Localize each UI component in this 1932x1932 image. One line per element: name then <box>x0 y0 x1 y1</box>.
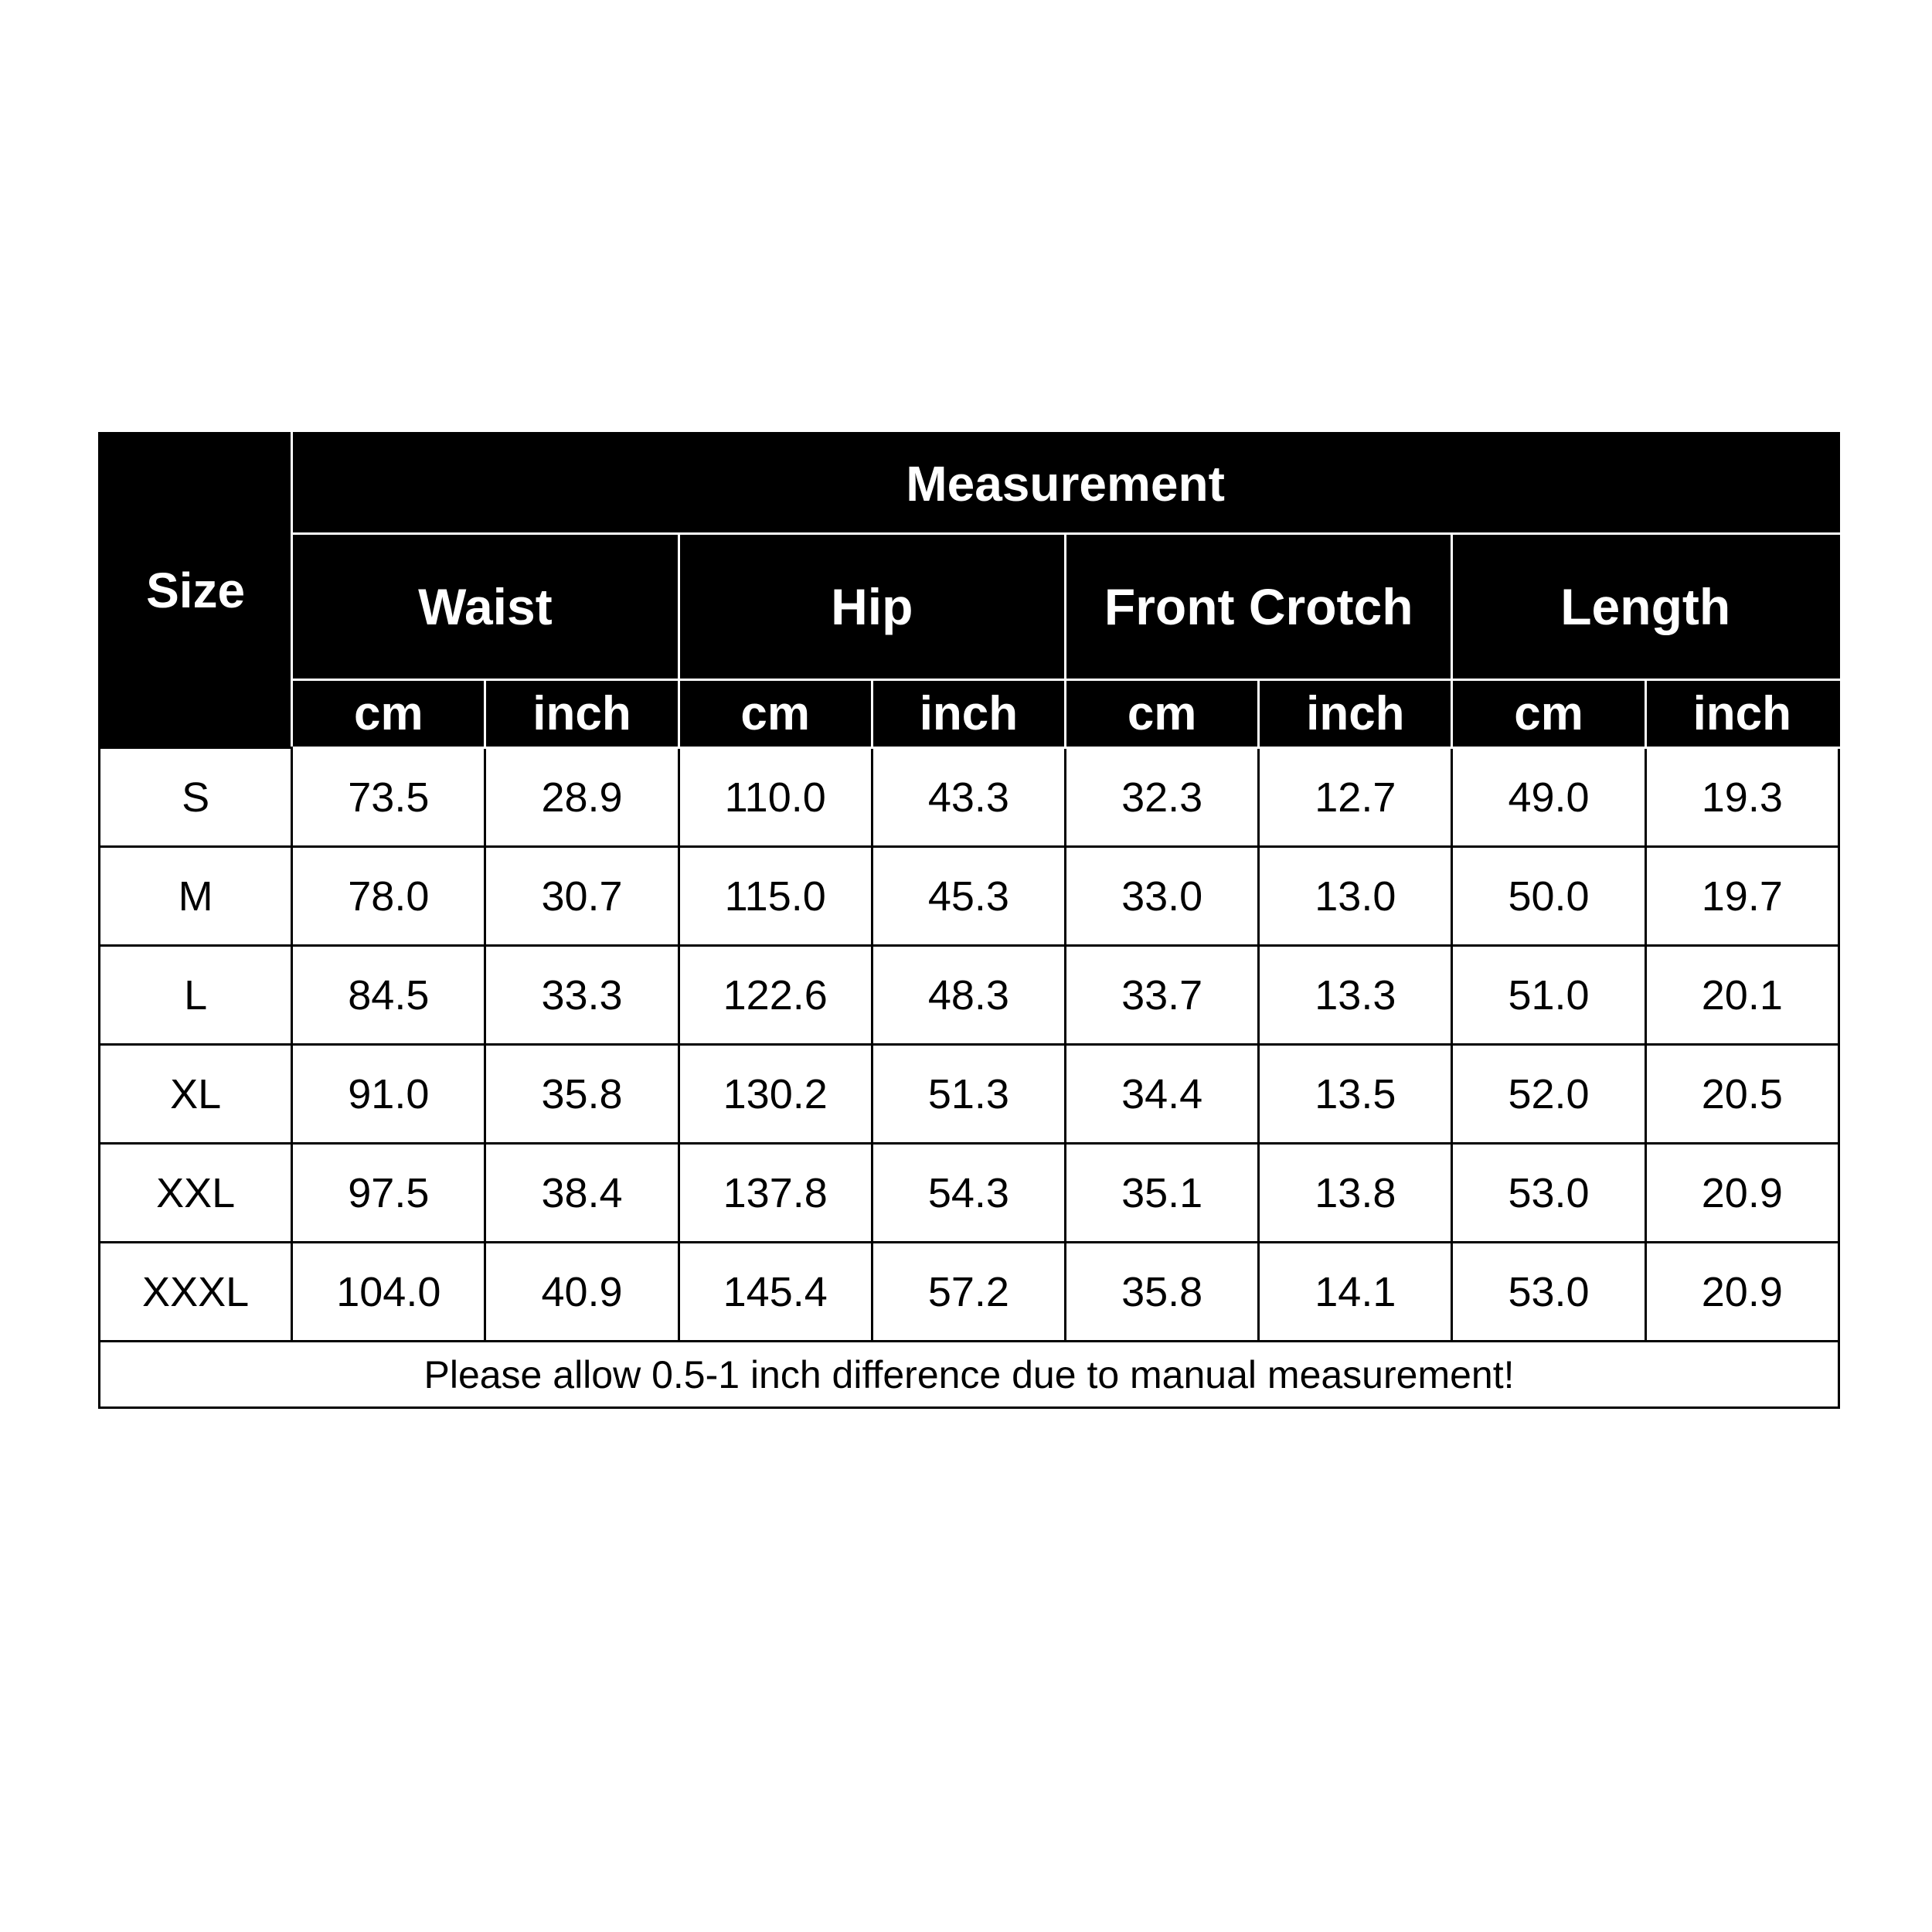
value-cell: 19.7 <box>1645 847 1838 946</box>
value-cell: 91.0 <box>292 1045 485 1144</box>
size-cell: L <box>100 946 292 1045</box>
value-cell: 19.3 <box>1645 748 1838 847</box>
value-cell: 30.7 <box>485 847 679 946</box>
value-cell: 13.5 <box>1259 1045 1452 1144</box>
table-row <box>100 1045 1839 1144</box>
value-cell: 14.1 <box>1259 1243 1452 1342</box>
value-cell: 13.3 <box>1259 946 1452 1045</box>
size-cell: XXL <box>100 1144 292 1243</box>
value-cell: 33.7 <box>1066 946 1259 1045</box>
unit-header: cm <box>679 680 872 748</box>
value-cell: 12.7 <box>1259 748 1452 847</box>
footnote-row <box>100 1342 1839 1408</box>
table-row <box>100 1144 1839 1243</box>
value-cell: 130.2 <box>679 1045 872 1144</box>
measurement-header: Measurement <box>292 434 1839 534</box>
value-cell: 52.0 <box>1452 1045 1645 1144</box>
header-row-groups <box>100 534 1839 680</box>
table-row <box>100 748 1839 847</box>
value-cell: 43.3 <box>872 748 1065 847</box>
group-header-hip: Hip <box>679 534 1065 680</box>
header-row-measurement <box>100 434 1839 534</box>
value-cell: 32.3 <box>1066 748 1259 847</box>
value-cell: 38.4 <box>485 1144 679 1243</box>
value-cell: 53.0 <box>1452 1243 1645 1342</box>
unit-header: inch <box>872 680 1065 748</box>
value-cell: 49.0 <box>1452 748 1645 847</box>
value-cell: 20.9 <box>1645 1144 1838 1243</box>
table-row <box>100 847 1839 946</box>
value-cell: 40.9 <box>485 1243 679 1342</box>
value-cell: 84.5 <box>292 946 485 1045</box>
value-cell: 110.0 <box>679 748 872 847</box>
size-cell: XL <box>100 1045 292 1144</box>
value-cell: 104.0 <box>292 1243 485 1342</box>
value-cell: 145.4 <box>679 1243 872 1342</box>
value-cell: 57.2 <box>872 1243 1065 1342</box>
group-header-front-crotch: Front Crotch <box>1066 534 1452 680</box>
table-footer <box>100 1342 1839 1408</box>
value-cell: 48.3 <box>872 946 1065 1045</box>
unit-header: inch <box>1259 680 1452 748</box>
header-row-units <box>100 680 1839 748</box>
value-cell: 33.3 <box>485 946 679 1045</box>
value-cell: 78.0 <box>292 847 485 946</box>
value-cell: 54.3 <box>872 1144 1065 1243</box>
value-cell: 13.0 <box>1259 847 1452 946</box>
footnote: Please allow 0.5-1 inch difference due to manual measurement! <box>100 1342 1839 1408</box>
value-cell: 115.0 <box>679 847 872 946</box>
value-cell: 97.5 <box>292 1144 485 1243</box>
value-cell: 53.0 <box>1452 1144 1645 1243</box>
size-cell: S <box>100 748 292 847</box>
table-header <box>100 434 1839 748</box>
value-cell: 51.0 <box>1452 946 1645 1045</box>
value-cell: 50.0 <box>1452 847 1645 946</box>
unit-header: inch <box>1645 680 1838 748</box>
table-row <box>100 1243 1839 1342</box>
size-chart-table <box>98 432 1840 1409</box>
size-cell: M <box>100 847 292 946</box>
value-cell: 73.5 <box>292 748 485 847</box>
value-cell: 35.8 <box>485 1045 679 1144</box>
unit-header: inch <box>485 680 679 748</box>
value-cell: 35.8 <box>1066 1243 1259 1342</box>
table-row <box>100 946 1839 1045</box>
unit-header: cm <box>1452 680 1645 748</box>
value-cell: 35.1 <box>1066 1144 1259 1243</box>
value-cell: 34.4 <box>1066 1045 1259 1144</box>
group-header-waist: Waist <box>292 534 679 680</box>
value-cell: 13.8 <box>1259 1144 1452 1243</box>
value-cell: 33.0 <box>1066 847 1259 946</box>
value-cell: 20.5 <box>1645 1045 1838 1144</box>
value-cell: 20.9 <box>1645 1243 1838 1342</box>
value-cell: 45.3 <box>872 847 1065 946</box>
table-body <box>100 748 1839 1342</box>
unit-header: cm <box>292 680 485 748</box>
value-cell: 28.9 <box>485 748 679 847</box>
group-header-length: Length <box>1452 534 1839 680</box>
size-column-header: Size <box>100 434 292 748</box>
value-cell: 122.6 <box>679 946 872 1045</box>
unit-header: cm <box>1066 680 1259 748</box>
size-cell: XXXL <box>100 1243 292 1342</box>
value-cell: 20.1 <box>1645 946 1838 1045</box>
value-cell: 51.3 <box>872 1045 1065 1144</box>
value-cell: 137.8 <box>679 1144 872 1243</box>
